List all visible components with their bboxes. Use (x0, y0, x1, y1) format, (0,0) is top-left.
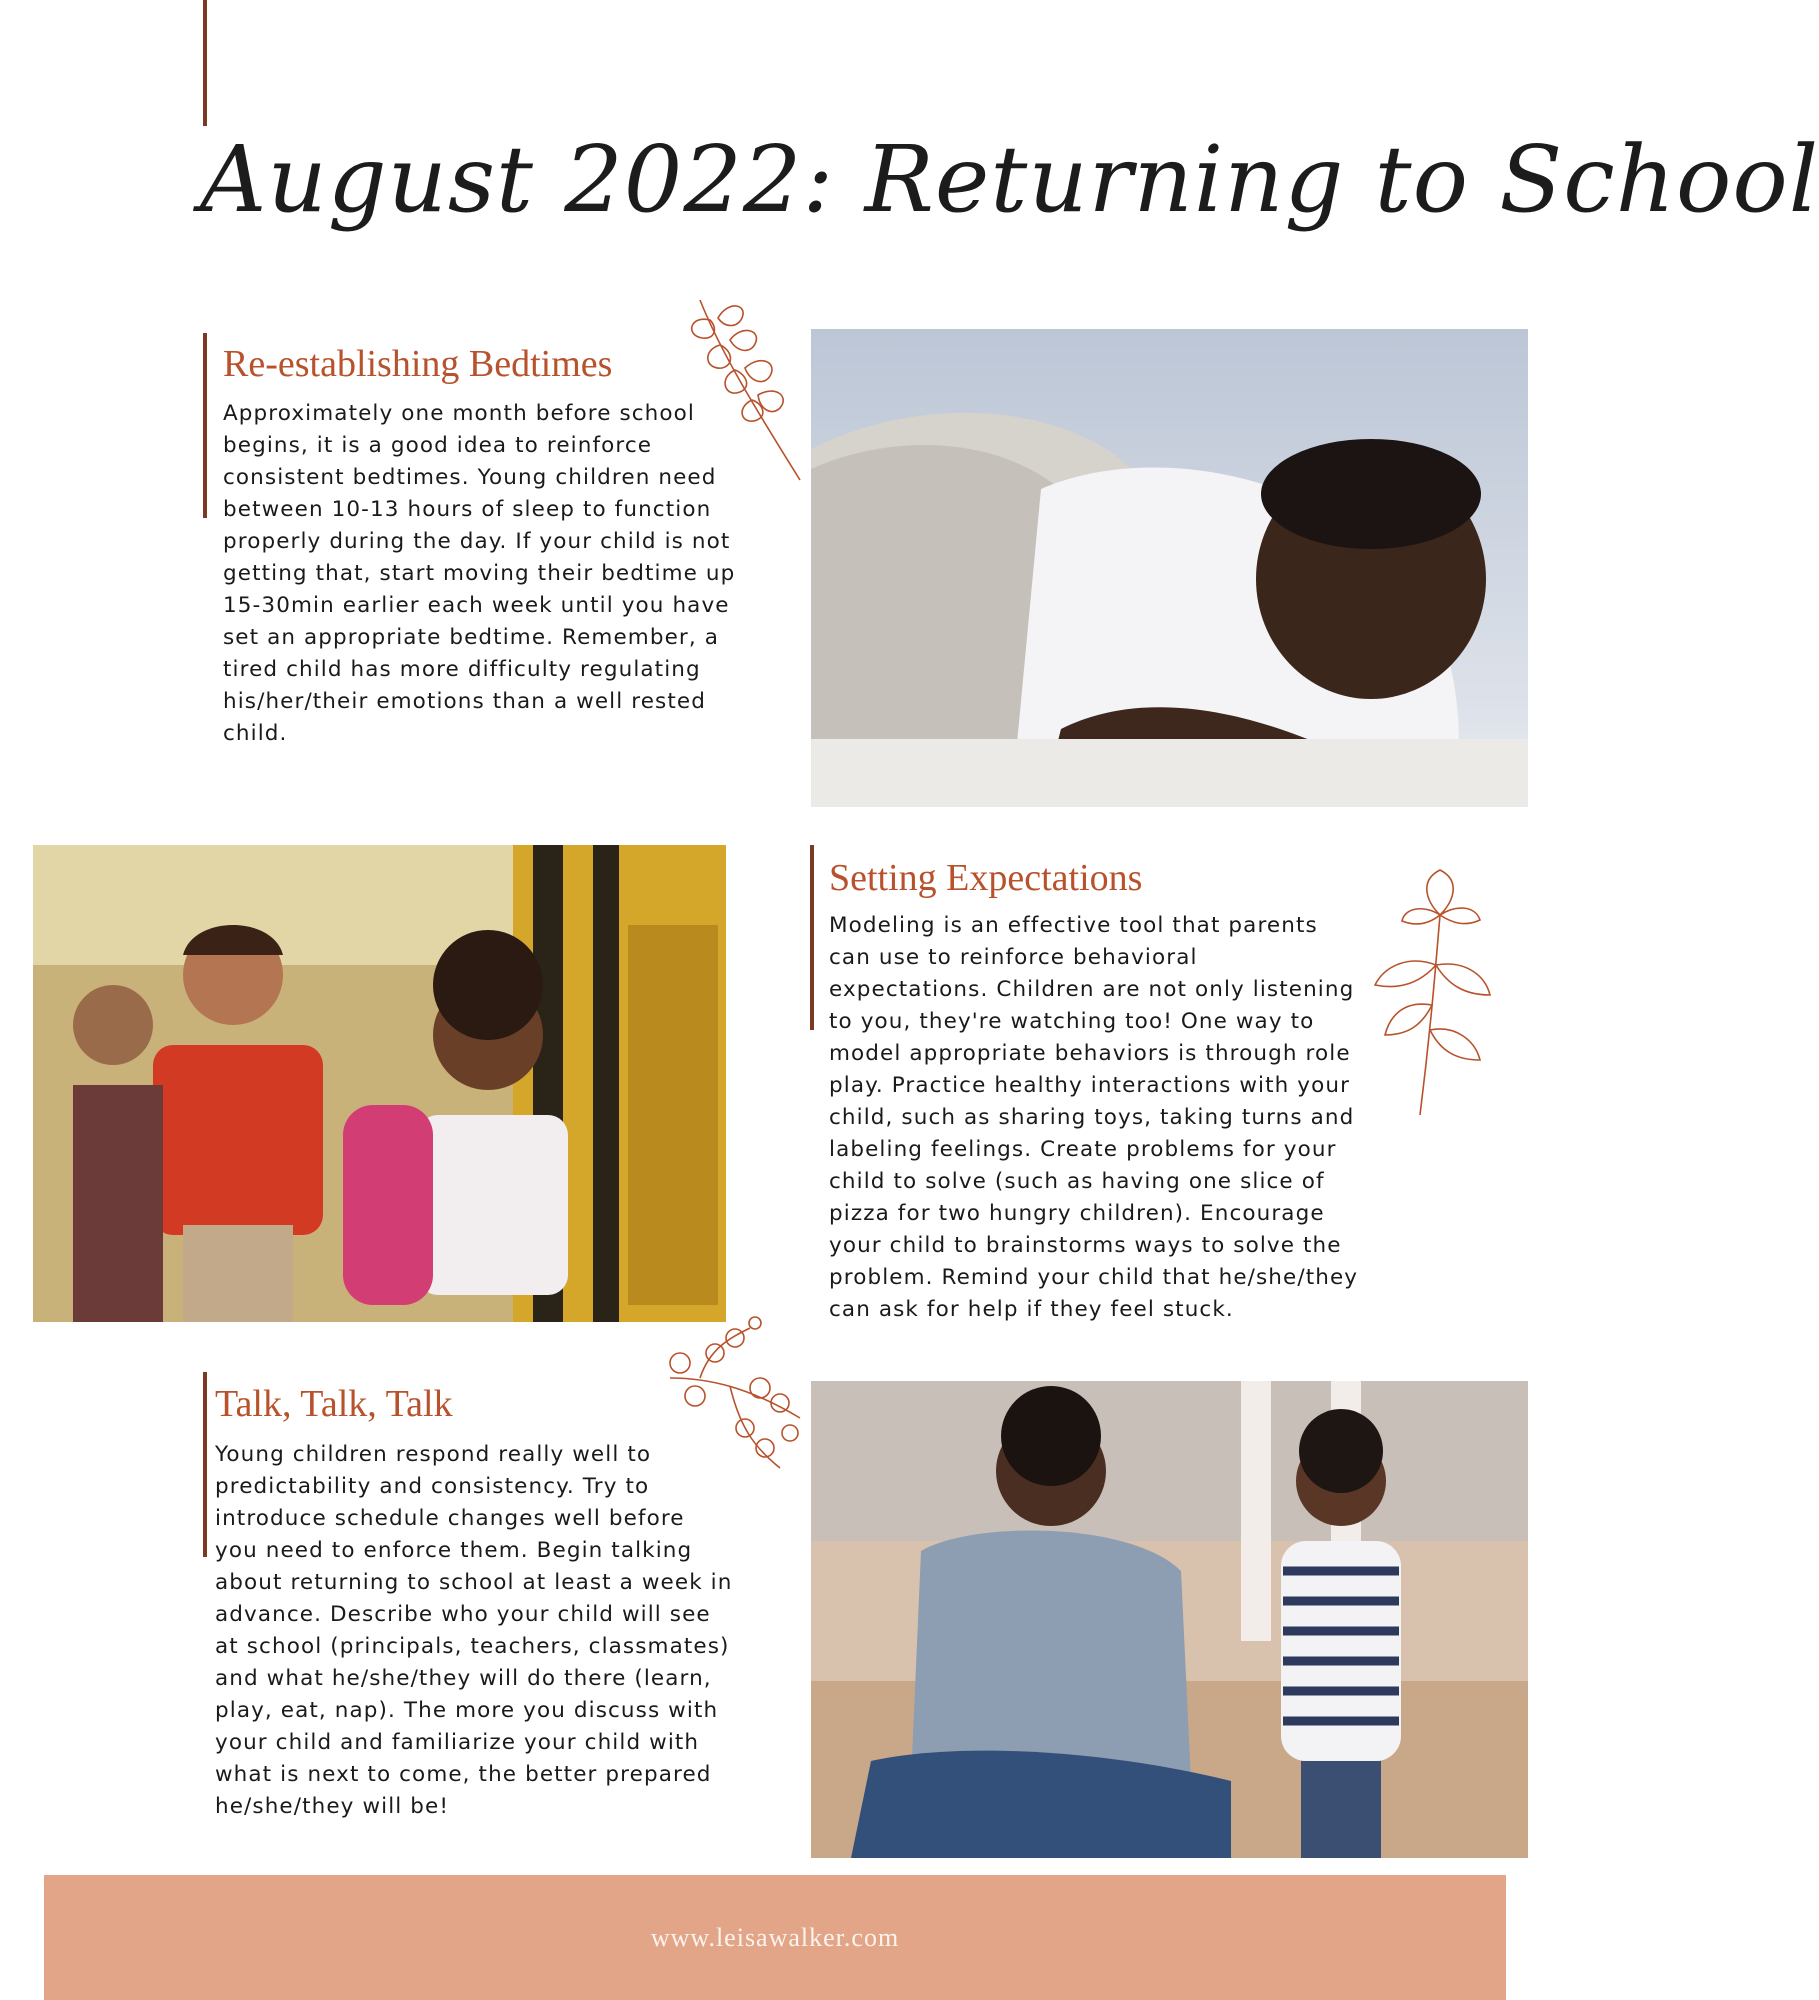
botanical-flower-icon (1370, 865, 1495, 1120)
section-accent-bar (203, 333, 207, 518)
footer-website-link[interactable]: www.leisawalker.com (650, 1923, 900, 1952)
photo-children-school-bus (33, 845, 726, 1322)
section-body-expectations: Modeling is an effective tool that parents can use to reinforce behavioral expectations. Children are not only listening to you, they're watching too! One way to model appropriate behaviors is through role play. Practice healthy interactions with your child, such as sharing toys, taking turns and labeling feelings. Create problems for your child to solve (such as having one slice of pizza for two hungry children). Encourage your child to brainstorms ways to solve the problem. Remind your child that he/she/they can ask for help if they feel stuck. (829, 913, 1359, 1322)
footer-bar (44, 1875, 1506, 2000)
section-heading-expectations: Setting Expectations (829, 857, 1143, 899)
section-accent-bar (810, 845, 814, 1030)
section-body-bedtimes: Approximately one month before school begins, it is a good idea to reinforce consistent bedtimes. Young children need between 10-13 hours of sleep to function properly during the day. If your child is not getting that, start moving their bedtime up 15-30min earlier each week until you have set an appropriate bedtime. Remember, a tired child has more difficulty regulating his/her/their emotions than a well rested child. (223, 401, 736, 746)
photo-parent-talking-to-child (811, 1381, 1528, 1858)
section-body-talk: Young children respond really well to predictability and consistency. Try to introduce schedule changes well before you need to enforce them. Begin talking about returning to school at least a week in advance. Describe who your child will see at school (principals, teachers, classmates) and what he/she/they will do there (learn, play, eat, nap). The more you discuss with your child and familiarize your child with what is next to come, the better prepared he/she/they will be! (215, 1442, 733, 1819)
page-title: August 2022: Returning to School (200, 126, 1819, 233)
section-accent-bar (203, 1372, 207, 1557)
botanical-branch-icon (660, 1318, 810, 1478)
top-divider-line (203, 0, 207, 126)
section-heading-bedtimes: Re-establishing Bedtimes (223, 343, 613, 385)
photo-sleeping-child (811, 329, 1528, 807)
section-heading-talk: Talk, Talk, Talk (215, 1383, 453, 1425)
botanical-sprig-icon (680, 290, 815, 490)
